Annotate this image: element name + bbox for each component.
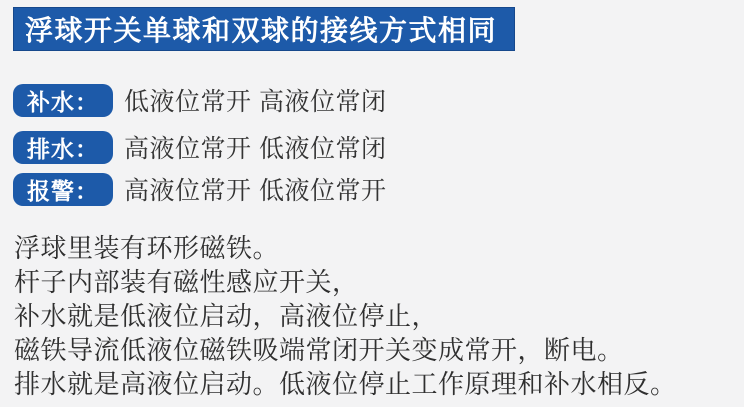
badge-drain-water: 排水： xyxy=(13,131,113,164)
paragraph-line: 杆子内部装有磁性感应开关， xyxy=(14,267,359,297)
legend-text-alarm: 高液位常开 低液位常开 xyxy=(124,177,387,205)
description-paragraph xyxy=(14,231,734,401)
paragraph-line: 补水就是低液位启动，高液位停止， xyxy=(14,301,439,331)
legend-text-drain: 高液位常开 低液位常闭 xyxy=(124,135,387,163)
legend-row-alarm xyxy=(13,171,386,207)
title-bar xyxy=(13,7,515,51)
badge-alarm: 报警： xyxy=(13,173,113,206)
paragraph-line: 排水就是高液位启动。低液位停止工作原理和补水相反。 xyxy=(14,369,677,399)
paragraph-line: 浮球里装有环形磁铁。 xyxy=(14,233,280,263)
legend-row-drain xyxy=(13,129,386,165)
legend-row-replenish xyxy=(13,82,386,118)
badge-replenish-water: 补水： xyxy=(13,84,113,117)
page-title: 浮球开关单球和双球的接线方式相同 xyxy=(25,15,498,46)
legend-text-replenish: 低液位常开 高液位常闭 xyxy=(124,88,387,116)
paragraph-line: 磁铁导流低液位磁铁吸端常闭开关变成常开，断电。 xyxy=(14,335,624,365)
